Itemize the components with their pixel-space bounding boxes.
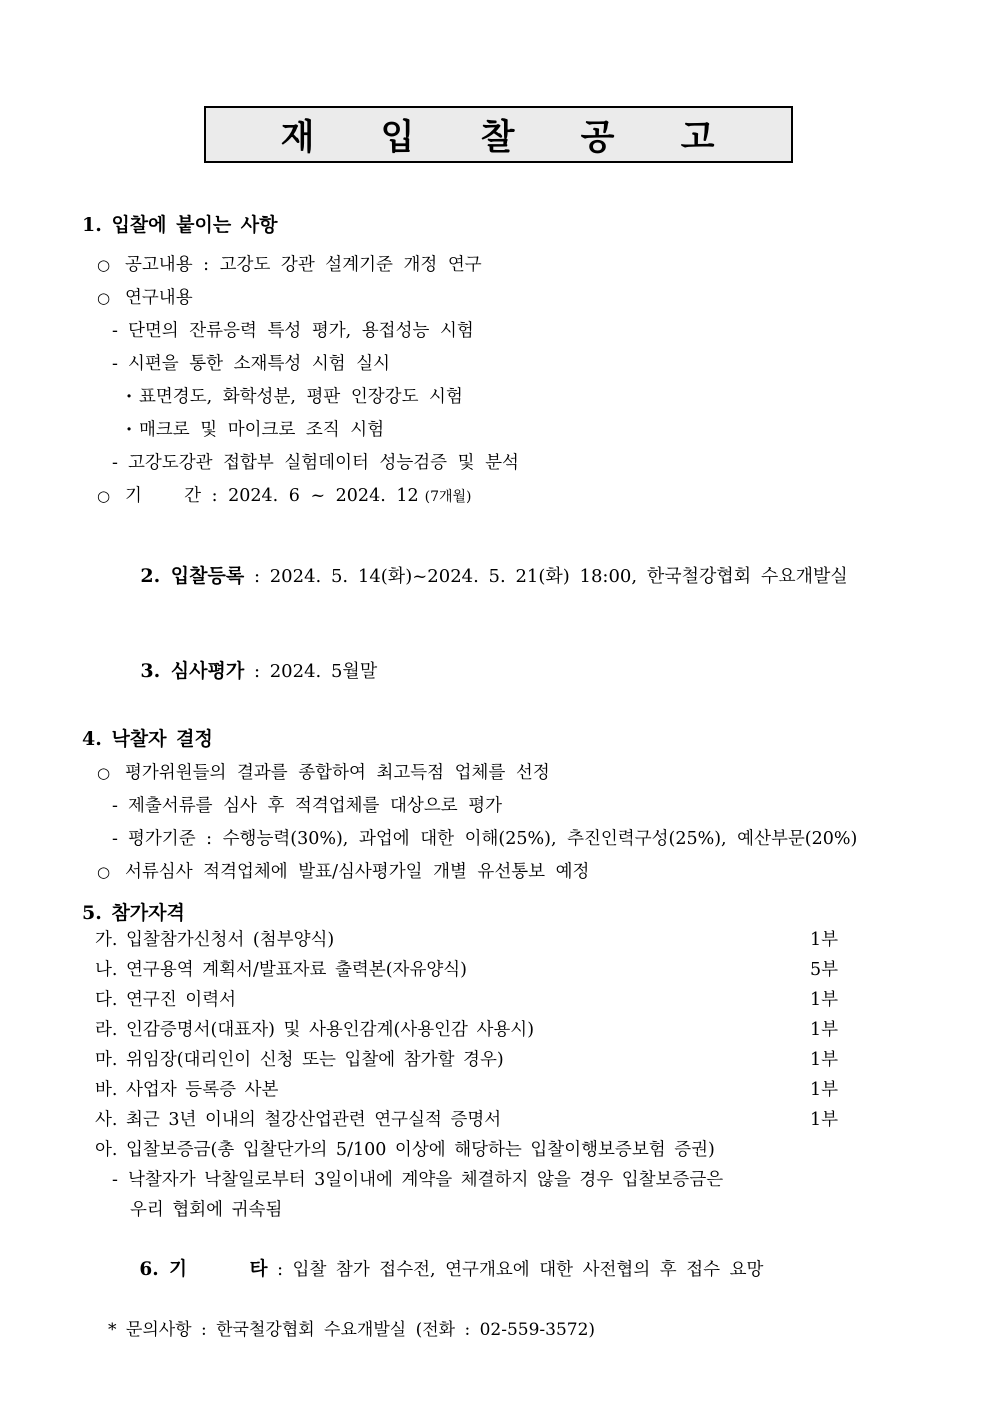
section5-list — [82, 925, 952, 1225]
document-title: 재 입 찰 공 고 — [280, 116, 717, 158]
item-text: 고강도강관 접합부 실험데이터 성능검증 및 분석 — [128, 453, 519, 473]
row-label: 나. 연구용역 계획서/발표자료 출력본(자유양식) — [95, 960, 467, 980]
list-item — [82, 823, 952, 856]
row-label: 아. 입찰보증금(총 입찰단가의 5/100 이상에 해당하는 입찰이행보증보험 증권) — [95, 1140, 715, 1160]
section4-list — [82, 757, 952, 889]
section3-text: : 2024. 5월말 — [244, 661, 378, 682]
section3-label: 3. 심사평가 — [140, 660, 245, 682]
list-item — [82, 856, 952, 889]
list-item — [82, 757, 952, 790]
list-item — [82, 249, 952, 282]
dot-bullet-icon: · — [126, 387, 133, 407]
qualification-row — [82, 1045, 952, 1075]
qualification-row — [82, 985, 952, 1015]
section4-heading: 4. 낙찰자 결정 — [82, 728, 213, 750]
section1-list — [82, 249, 952, 514]
copies-count: 1부 — [809, 990, 838, 1010]
dash-bullet-icon: - — [112, 796, 118, 816]
copies-count: 1부 — [809, 1110, 838, 1130]
dot-bullet-icon: · — [126, 420, 133, 440]
row-label: 다. 연구진 이력서 — [95, 990, 237, 1010]
list-item — [82, 447, 952, 480]
copies-count: 1부 — [809, 1050, 838, 1070]
contact-line: * 문의사항 : 한국철강협회 수요개발실 (전화 : 02-559-3572) — [108, 1320, 596, 1340]
list-item — [82, 282, 952, 315]
item-text: 매크로 및 마이크로 조직 시험 — [139, 420, 385, 440]
section2-line — [82, 540, 952, 613]
list-item — [82, 790, 952, 823]
qualification-row — [82, 1135, 952, 1165]
copies-count: 1부 — [809, 1020, 838, 1040]
section2-text: : 2024. 5. 14(화)~2024. 5. 21(화) 18:00, 한국철강협회 수요개발실 — [244, 566, 848, 587]
document-content — [0, 106, 992, 1345]
title-box — [204, 106, 793, 163]
circle-bullet-icon: ○ — [97, 289, 111, 307]
circle-bullet-icon: ○ — [97, 863, 111, 881]
item-text: 기 간 : 2024. 6 ~ 2024. 12 — [125, 486, 419, 506]
period-duration: (7개월) — [424, 489, 472, 505]
dash-bullet-icon: - — [112, 1170, 118, 1190]
dash-bullet-icon: - — [112, 321, 118, 341]
section5-heading: 5. 참가자격 — [82, 902, 185, 924]
item-text: 표면경도, 화학성분, 평판 인장강도 시험 — [139, 387, 463, 407]
list-item — [82, 348, 952, 381]
section3-line — [82, 635, 952, 708]
circle-bullet-icon: ○ — [97, 256, 111, 274]
item-text: 시편을 통한 소재특성 시험 실시 — [128, 354, 391, 374]
list-item — [82, 315, 952, 348]
section6-label: 6. 기 타 — [139, 1259, 268, 1280]
circle-bullet-icon: ○ — [97, 764, 111, 782]
item-text: 평가위원들의 결과를 종합하여 최고득점 업체를 선정 — [125, 763, 550, 783]
list-item — [82, 480, 952, 514]
item-text: 평가기준 : 수행능력(30%), 과업에 대한 이해(25%), 추진인력구성(25%), 예산부문(20%) — [128, 829, 858, 849]
dash-bullet-icon: - — [112, 829, 118, 849]
qualification-row — [82, 955, 952, 985]
item-text: 제출서류를 심사 후 적격업체를 대상으로 평가 — [128, 796, 503, 816]
deposit-note-line2: 우리 협회에 귀속됨 — [130, 1200, 283, 1220]
dash-bullet-icon: - — [112, 453, 118, 473]
item-text: 공고내용 : 고강도 강관 설계기준 개정 연구 — [125, 255, 482, 275]
item-text: 연구내용 — [125, 288, 193, 308]
qualification-row — [82, 1015, 952, 1045]
row-label: 바. 사업자 등록증 사본 — [95, 1080, 279, 1100]
row-label: 가. 입찰참가신청서 (첨부양식) — [95, 930, 335, 950]
qualification-row — [82, 925, 952, 955]
section2-label: 2. 입찰등록 — [140, 565, 245, 587]
section6-line — [82, 1225, 952, 1315]
deposit-note-line1 — [82, 1165, 952, 1195]
qualification-row — [82, 1075, 952, 1105]
copies-count: 1부 — [809, 1080, 838, 1100]
row-label: 라. 인감증명서(대표자) 및 사용인감계(사용인감 사용시) — [95, 1020, 535, 1040]
copies-count: 5부 — [809, 960, 838, 980]
row-label: 사. 최근 3년 이내의 철강산업관련 연구실적 증명서 — [95, 1110, 502, 1130]
row-label: 마. 위임장(대리인이 신청 또는 입찰에 참가할 경우) — [95, 1050, 504, 1070]
dash-bullet-icon: - — [112, 354, 118, 374]
item-text: 서류심사 적격업체에 발표/심사평가일 개별 유선통보 예정 — [125, 862, 590, 882]
section6-text: : 입찰 참가 접수전, 연구개요에 대한 사전협의 후 접수 요망 — [267, 1260, 764, 1280]
list-item — [82, 414, 952, 447]
item-text: 단면의 잔류응력 특성 평가, 용접성능 시험 — [128, 321, 474, 341]
section1-heading: 1. 입찰에 붙이는 사항 — [82, 214, 278, 236]
copies-count: 1부 — [809, 930, 838, 950]
list-item — [82, 381, 952, 414]
note-text: 낙찰자가 낙찰일로부터 3일이내에 계약을 체결하지 않을 경우 입찰보증금은 — [128, 1170, 724, 1190]
qualification-row — [82, 1105, 952, 1135]
circle-bullet-icon: ○ — [97, 487, 111, 505]
